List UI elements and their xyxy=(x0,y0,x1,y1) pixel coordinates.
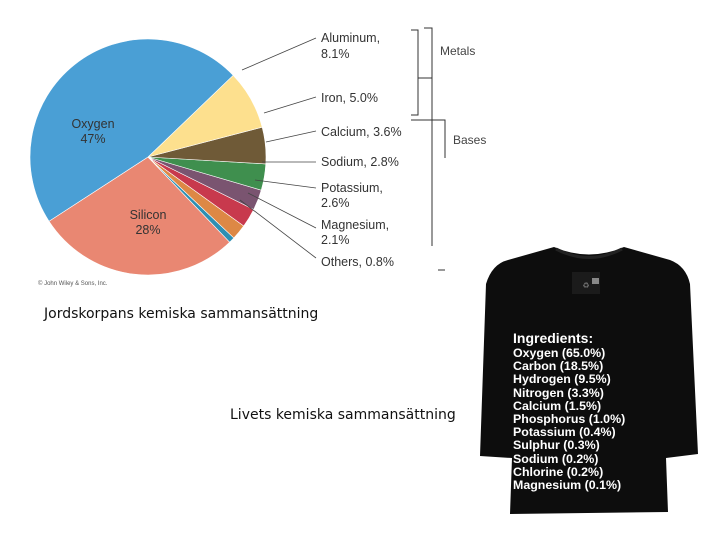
silicon-value: 28% xyxy=(135,223,161,237)
aluminum-leader xyxy=(242,38,316,70)
pie-slices xyxy=(30,39,266,275)
magnesium-value: 2.1% xyxy=(321,233,350,247)
calcium-leader xyxy=(266,131,316,142)
tshirt-tag-mark: ♻ xyxy=(582,281,590,290)
metals-bracket xyxy=(411,30,418,115)
aluminum-value: 8.1% xyxy=(321,47,350,61)
life-caption: Livets kemiska sammansättning xyxy=(230,407,456,423)
ingredient-item: Hydrogen (9.5%) xyxy=(513,372,611,387)
bases-bracket xyxy=(411,120,445,158)
potassium-leader xyxy=(255,180,316,188)
oxygen-value: 47% xyxy=(80,132,106,146)
potassium-label: Potassium, xyxy=(321,181,383,195)
group-brackets xyxy=(411,28,445,270)
ingredient-item: Oxygen (65.0%) xyxy=(513,346,606,360)
crust-caption: Jordskorpans kemiska sammansättning xyxy=(44,306,319,322)
ingredients-panel xyxy=(513,330,698,492)
magnesium-leader xyxy=(248,193,316,228)
others-label: Others, 0.8% xyxy=(321,255,394,269)
calcium-label: Calcium, 3.6% xyxy=(321,125,402,139)
potassium-value: 2.6% xyxy=(321,196,350,210)
aluminum-label: Aluminum, xyxy=(321,31,381,45)
bases-label: Bases xyxy=(453,133,487,147)
ingredient-item: Phosphorus (1.0%) xyxy=(513,412,626,427)
copyright-text: © John Wiley & Sons, Inc. xyxy=(38,281,108,287)
ingredients-title: Ingredients: xyxy=(513,330,594,346)
metals-label: Metals xyxy=(440,44,476,58)
ingredient-item: Magnesium (0.1%) xyxy=(513,478,622,493)
ingredient-item: Potassium (0.4%) xyxy=(513,425,616,440)
ingredient-item: Chlorine (0.2%) xyxy=(513,464,604,479)
sodium-label: Sodium, 2.8% xyxy=(321,155,399,169)
ingredient-item: Nitrogen (3.3%) xyxy=(513,385,604,400)
iron-label: Iron, 5.0% xyxy=(321,91,378,105)
ingredients-list xyxy=(513,347,698,492)
metals-group-line xyxy=(424,28,432,246)
iron-leader xyxy=(264,97,316,113)
tshirt-size-label xyxy=(592,278,599,284)
magnesium-label: Magnesium, xyxy=(321,218,390,232)
ingredient-item: Sulphur (0.3%) xyxy=(513,438,600,453)
ingredient-item: Carbon (18.5%) xyxy=(513,359,604,374)
ingredient-item: Sodium (0.2%) xyxy=(513,451,599,466)
ingredient-item: Calcium (1.5%) xyxy=(513,398,602,413)
silicon-label: Silicon xyxy=(129,208,167,222)
oxygen-label: Oxygen xyxy=(71,117,115,131)
